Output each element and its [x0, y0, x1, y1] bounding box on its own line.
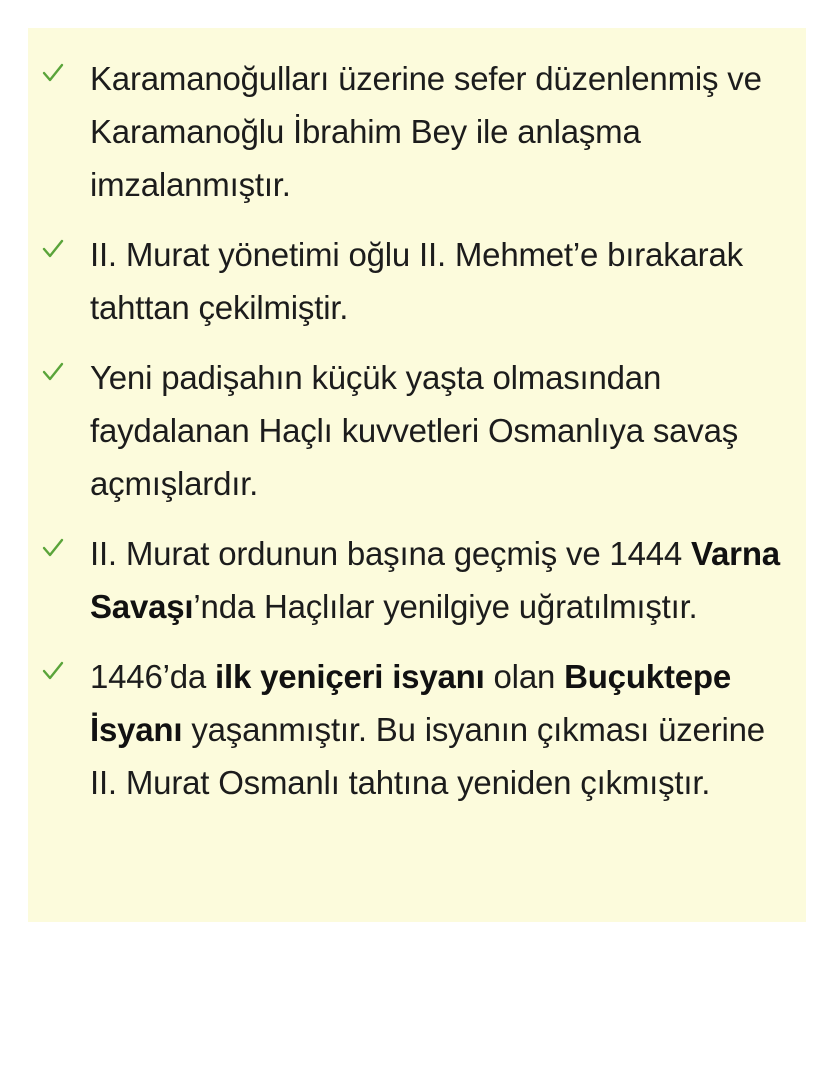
item-text [90, 359, 738, 502]
item-text-segment: ’nda Haçlılar yenilgiye uğratılmıştır. [193, 588, 698, 625]
check-icon [42, 651, 64, 673]
item-text [90, 535, 780, 625]
info-panel [28, 28, 806, 922]
list-item [28, 650, 788, 809]
bullet-list [28, 52, 788, 809]
bold-term: Buçuktepe İsyanı [90, 658, 731, 748]
check-icon [42, 528, 64, 550]
item-text-segment: Yeni padişahın küçük yaşta olmasından faydalanan Haçlı kuvvetleri Osmanlıya savaş açmışlardır. [90, 359, 739, 502]
list-item [28, 527, 788, 633]
item-text-segment: 1446’da [90, 658, 216, 695]
item-text [90, 60, 762, 203]
bold-term: ilk yeniçeri isyanı [215, 658, 485, 695]
item-text-segment: olan [484, 658, 565, 695]
item-text-segment: yaşanmıştır. Bu isyanın çıkması üzerine II. Murat Osmanlı tahtına yeniden çıkmıştır. [90, 711, 765, 801]
item-text-segment: II. Murat yönetimi oğlu II. Mehmet’e bırakarak tahttan çekilmiştir. [90, 236, 743, 326]
item-text-segment: Karamanoğulları üzerine sefer düzenlenmiş ve Karamanoğlu İbrahim Bey ile anlaşma imzalanmıştır. [90, 60, 762, 203]
list-item [28, 52, 788, 211]
item-text [90, 236, 743, 326]
check-icon [42, 229, 64, 251]
list-item [28, 351, 788, 510]
check-icon [42, 352, 64, 374]
check-icon [42, 53, 64, 75]
item-text [90, 658, 765, 801]
item-text-segment: II. Murat ordunun başına geçmiş ve 1444 [90, 535, 692, 572]
bold-term: Varna Savaşı [90, 535, 780, 625]
list-item [28, 228, 788, 334]
